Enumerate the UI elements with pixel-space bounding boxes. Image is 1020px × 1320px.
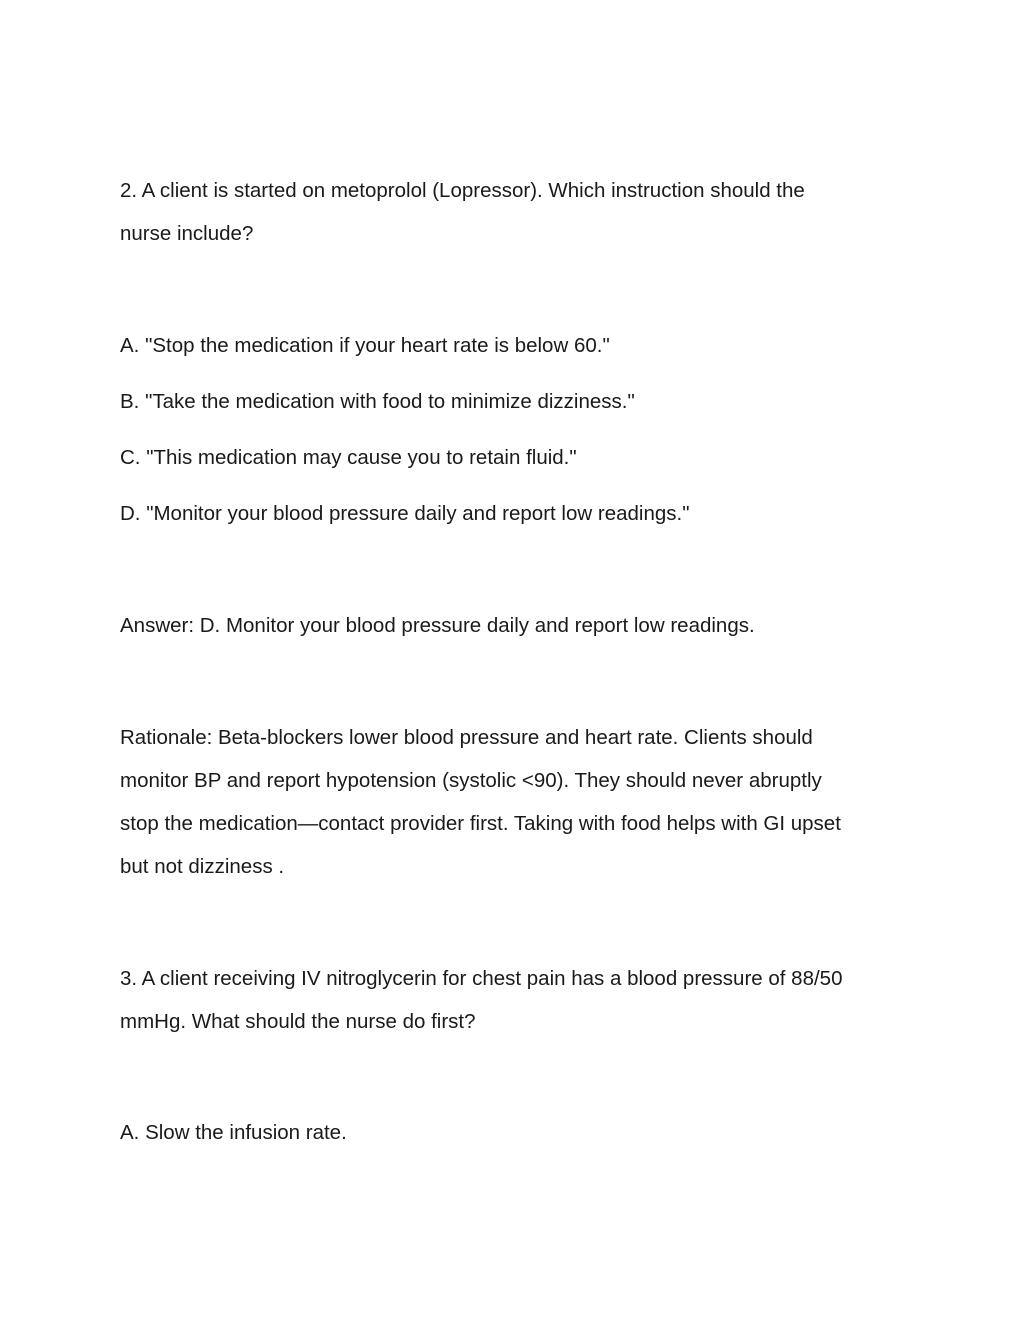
- question-2-stem-line-2: nurse include?: [120, 222, 254, 245]
- question-2-answer: Answer: D. Monitor your blood pressure daily and report low readings.: [120, 614, 755, 637]
- question-2-option-c: C. "This medication may cause you to retain fluid.": [120, 446, 577, 469]
- question-3-stem-line-1: 3. A client receiving IV nitroglycerin for chest pain has a blood pressure of 88/50: [120, 967, 843, 990]
- rationale-line-3: stop the medication—contact provider first. Taking with food helps with GI upset: [120, 812, 841, 835]
- rationale-line-4: but not dizziness .: [120, 855, 285, 878]
- question-2-option-b: B. "Take the medication with food to minimize dizziness.": [120, 390, 635, 413]
- question-2-option-a: A. "Stop the medication if your heart rate is below 60.": [120, 334, 610, 357]
- question-3-stem-line-2: mmHg. What should the nurse do first?: [120, 1010, 476, 1033]
- rationale-line-2: monitor BP and report hypotension (systolic <90). They should never abruptly: [120, 769, 822, 792]
- question-2-option-d: D. "Monitor your blood pressure daily and report low readings.": [120, 502, 690, 525]
- question-2-stem-line-1: 2. A client is started on metoprolol (Lopressor). Which instruction should the: [120, 179, 805, 202]
- rationale-line-1: Rationale: Beta-blockers lower blood pressure and heart rate. Clients should: [120, 726, 813, 749]
- question-2-rationale: [120, 716, 900, 888]
- question-2-stem: [120, 169, 900, 255]
- question-3-option-a: A. Slow the infusion rate.: [120, 1121, 347, 1144]
- question-3-stem: [120, 957, 900, 1043]
